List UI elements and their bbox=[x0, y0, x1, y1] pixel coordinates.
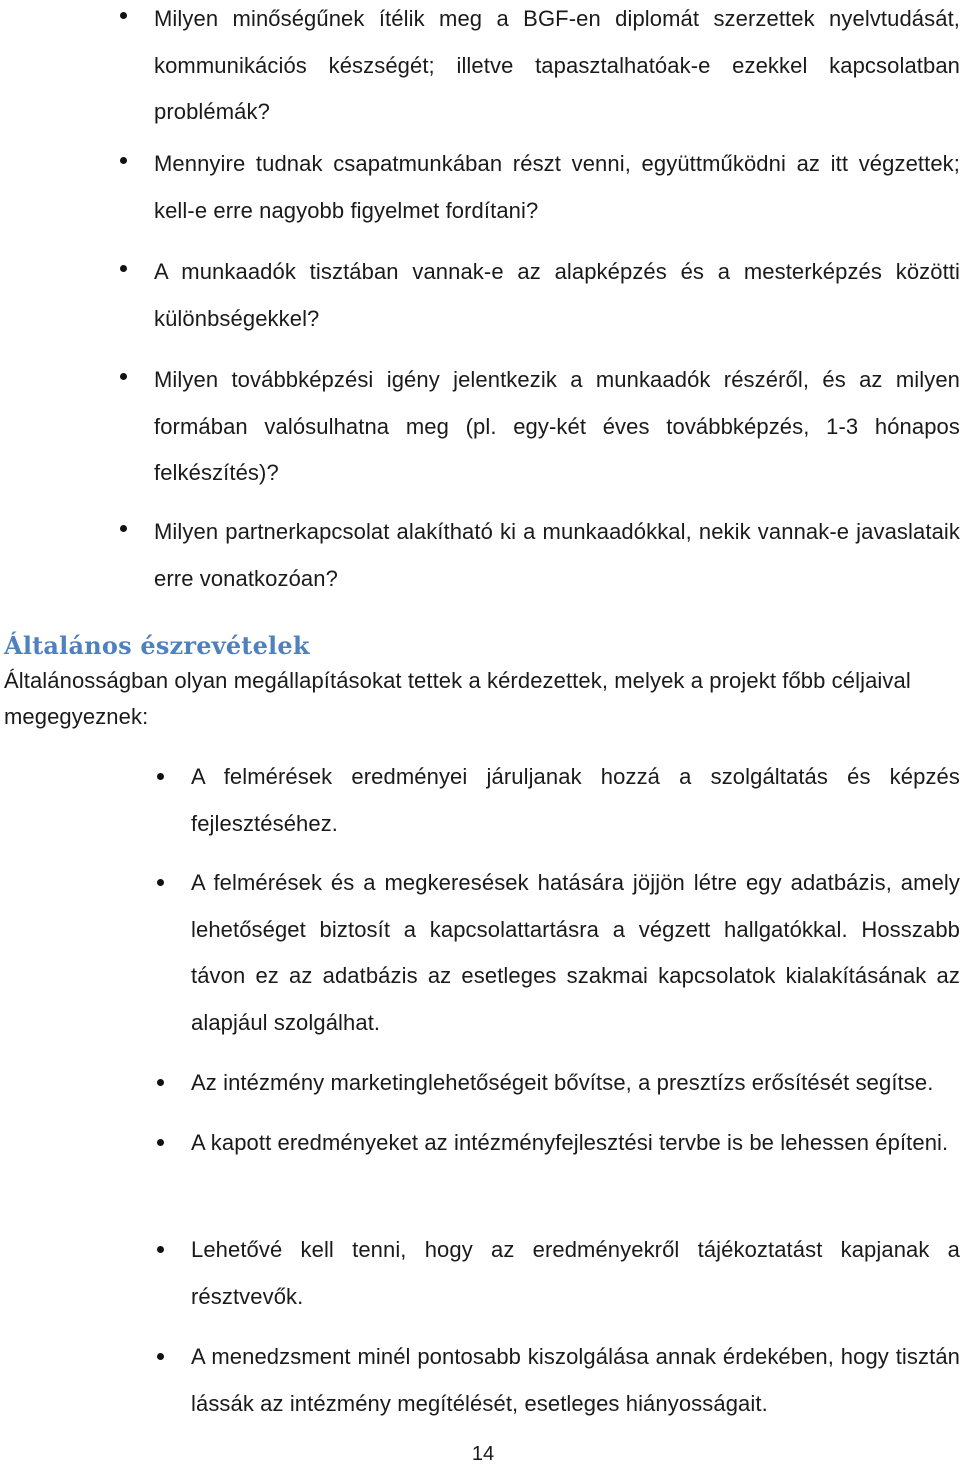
bullet-icon bbox=[157, 1353, 164, 1360]
bullet-icon bbox=[157, 1139, 164, 1146]
list-item bbox=[191, 754, 960, 847]
bullet-icon bbox=[120, 12, 127, 19]
list-item-text: Az intézmény marketinglehetőségeit bővítse, a presztízs erősítését segítse. bbox=[191, 1070, 934, 1095]
bullet-icon bbox=[157, 879, 164, 886]
list-item-text: Mennyire tudnak csapatmunkában részt venni, együttműködni az itt végzettek; kell-e erre nagyobb figyelmet fordítani? bbox=[154, 151, 960, 223]
bullet-icon bbox=[120, 265, 127, 272]
list-item bbox=[191, 1334, 960, 1427]
list-item-text: Lehetővé kell tenni, hogy az eredményekről tájékoztatást kapjanak a résztvevők. bbox=[191, 1237, 960, 1309]
list-item bbox=[154, 357, 960, 497]
list-item-text: A kapott eredményeket az intézményfejlesztési tervbe is be lehessen építeni. bbox=[191, 1130, 949, 1155]
list-item-text: A felmérések eredményei járuljanak hozzá a szolgáltatás és képzés fejlesztéséhez. bbox=[191, 764, 960, 836]
list-item bbox=[191, 1060, 960, 1107]
list-item bbox=[154, 249, 960, 342]
list-item-text: A menedzsment minél pontosabb kiszolgálása annak érdekében, hogy tisztán lássák az intézmény megítélését, esetleges hiányosságait. bbox=[191, 1344, 960, 1416]
bullet-icon bbox=[157, 773, 164, 780]
list-item-text: Milyen minőségűnek ítélik meg a BGF-en diplomát szerzettek nyelvtudását, kommunikációs készségét; illetve tapasztalhatóak-e ezekkel kapcsolatban problémák? bbox=[154, 6, 960, 125]
bullet-icon bbox=[120, 157, 127, 164]
section-intro: Általánosságban olyan megállapításokat tettek a kérdezettek, melyek a projekt főbb céljaival megegyeznek: bbox=[4, 668, 911, 729]
list-item-text: Milyen továbbképzési igény jelentkezik a munkaadók részéről, és az milyen formában valósulhatna meg (pl. egy-két éves továbbképzés, 1-3 hónapos felkészítés)? bbox=[154, 367, 960, 486]
list-item bbox=[154, 509, 960, 602]
bullet-icon bbox=[157, 1246, 164, 1253]
section-heading: Általános észrevételek bbox=[4, 631, 310, 660]
page-number: 14 bbox=[471, 1443, 495, 1465]
list-item bbox=[154, 141, 960, 234]
list-item-text: A munkaadók tisztában vannak-e az alapképzés és a mesterképzés közötti különbségekkel? bbox=[154, 259, 960, 331]
bullet-icon bbox=[120, 525, 127, 532]
bullet-icon bbox=[120, 373, 127, 380]
list-item-text: Milyen partnerkapcsolat alakítható ki a munkaadókkal, nekik vannak-e javaslataik erre vonatkozóan? bbox=[154, 519, 960, 591]
list-item bbox=[191, 1120, 960, 1167]
list-item bbox=[191, 1227, 960, 1320]
bullet-icon bbox=[157, 1079, 164, 1086]
list-item bbox=[154, 0, 960, 136]
list-item bbox=[191, 860, 960, 1046]
list-item-text: A felmérések és a megkeresések hatására jöjjön létre egy adatbázis, amely lehetőséget biztosít a kapcsolattartásra a végzett hallgatókkal. Hosszabb távon ez az adatbázis az esetleges szakmai kapcsolatok kialakításának az alapjául szolgálhat. bbox=[191, 870, 960, 1035]
